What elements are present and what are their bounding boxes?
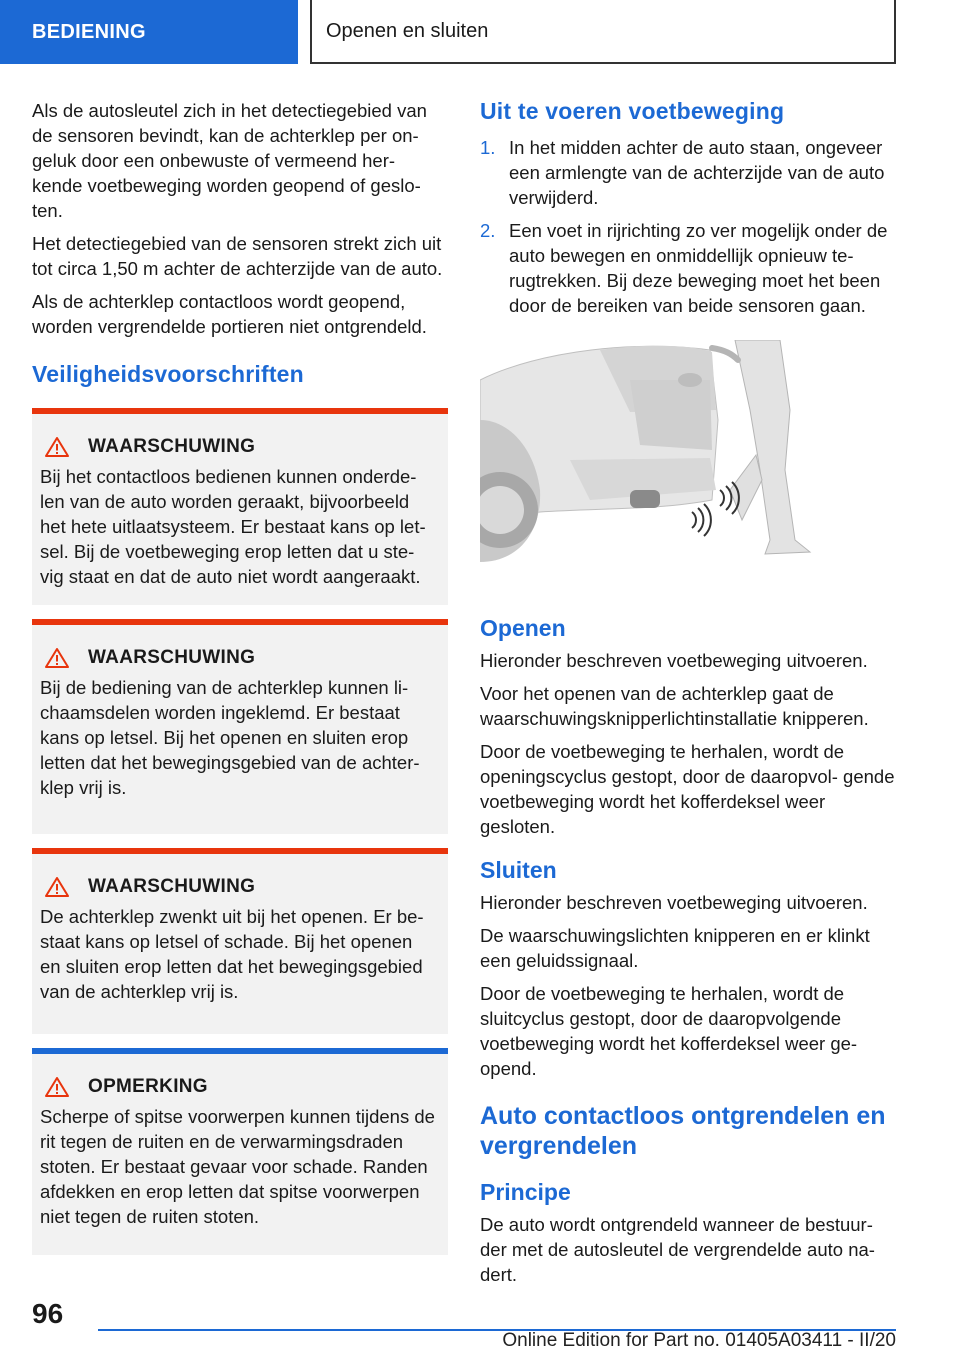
note-box <box>32 1048 448 1255</box>
open-paragraph: Voor het openen van de achterklep gaat de waarschuwingsknipperlichtinstallatie knipperen. <box>480 683 869 729</box>
warning-triangle-icon <box>44 1076 70 1098</box>
warning-title: WAARSCHUWING <box>88 436 256 457</box>
page-number: 96 <box>32 1298 64 1329</box>
foot-gesture-illustration <box>480 340 814 562</box>
warning-box <box>32 848 448 1034</box>
note-title: OPMERKING <box>88 1076 208 1097</box>
warning-triangle-icon <box>44 436 70 458</box>
intro-paragraph: Als de autosleutel zich in het detectiegebied van de sensoren bevindt, kan de achterklep per on- geluk door een onbewuste of vermeend her- kende voetbeweging worden geopend of geslo- ten. <box>32 100 427 221</box>
warning-text: De achterklep zwenkt uit bij het openen. Er be- staat kans op letsel of schade. Bij het openen en sluiten erop letten dat het bewegingsgebied van de achterklep vrij is. <box>40 906 424 1002</box>
open-paragraph: Door de voetbeweging te herhalen, wordt de openingscyclus gestopt, door de daaropvol- gende voetbeweging wordt het kofferdeksel weer gesloten. <box>480 741 895 837</box>
warning-text: Bij de bediening van de achterklep kunnen li- chaamsdelen worden ingeklemd. Er bestaat kans op letsel. Bij het openen en sluiten erop letten dat het bewegingsgebied van de achter- klep vrij is. <box>40 677 420 798</box>
safety-heading: Veiligheidsvoorschriften <box>32 361 304 387</box>
list-item <box>480 135 896 210</box>
left-column <box>32 98 448 1269</box>
warning-box <box>32 408 448 605</box>
warning-box <box>32 619 448 834</box>
close-heading: Sluiten <box>480 857 557 883</box>
edition-footer: Online Edition for Part no. 01405A03411 - II/20 <box>502 1330 896 1351</box>
page-header <box>0 0 960 66</box>
list-item <box>480 218 896 318</box>
chapter-tab[interactable]: Openen en sluiten <box>310 0 896 64</box>
step-text: Een voet in rijrichting zo ver mogelijk onder de auto bewegen en onmiddellijk opnieuw te- rugtrekken. Bij deze beweging moet het been door de bereiken van beide sensoren gaan. <box>509 220 888 316</box>
step-text: In het midden achter de auto staan, ongeveer een armlengte van de achterzijde van de auto verwijderd. <box>509 137 885 208</box>
close-paragraph: De waarschuwingslichten knipperen en er klinkt een geluidssignaal. <box>480 925 870 971</box>
section-tab[interactable]: BEDIENING <box>0 0 298 64</box>
warning-title: WAARSCHUWING <box>88 876 256 897</box>
warning-triangle-icon <box>44 647 70 669</box>
principle-heading: Principe <box>480 1179 571 1205</box>
warning-title: WAARSCHUWING <box>88 647 256 668</box>
right-column <box>480 98 896 1295</box>
close-paragraph: Hieronder beschreven voetbeweging uitvoeren. <box>480 892 868 913</box>
open-heading: Openen <box>480 615 566 641</box>
steps-list <box>480 135 896 318</box>
intro-paragraph: Als de achterklep contactloos wordt geopend, worden vergrendelde portieren niet ontgrendeld. <box>32 291 427 337</box>
step-number: 2. <box>480 220 496 241</box>
warning-triangle-icon <box>44 876 70 898</box>
movement-heading: Uit te voeren voetbeweging <box>480 98 785 124</box>
step-number: 1. <box>480 137 496 158</box>
warning-text: Bij het contactloos bedienen kunnen onderde- len van de auto worden geraakt, bijvoorbeeld het hete uitlaatsysteem. Er bestaat kans op let- sel. Bij de voetbeweging erop letten dat u ste- vig staat en dat de auto niet wordt aangeraakt. <box>40 466 426 587</box>
principle-paragraph: De auto wordt ontgrendeld wanneer de bestuur- der met de autosleutel de vergrendelde auto na- dert. <box>480 1214 875 1285</box>
contactless-heading: Auto contactloos ontgrendelen en vergrendelen <box>480 1102 886 1160</box>
close-paragraph: Door de voetbeweging te herhalen, wordt de sluitcyclus gestopt, door de daaropvolgende voetbeweging wordt het kofferdeksel weer ge- opend. <box>480 983 858 1079</box>
intro-paragraph: Het detectiegebied van de sensoren strekt zich uit tot circa 1,50 m achter de achterzijde van de auto. <box>32 233 443 279</box>
open-paragraph: Hieronder beschreven voetbeweging uitvoeren. <box>480 650 868 671</box>
note-text: Scherpe of spitse voorwerpen kunnen tijdens de rit tegen de ruiten en de verwarmingsdraden stoten. Er bestaat gevaar voor schade. Randen afdekken en erop letten dat spitse voorwerpen niet tegen de ruiten stoten. <box>40 1106 435 1227</box>
